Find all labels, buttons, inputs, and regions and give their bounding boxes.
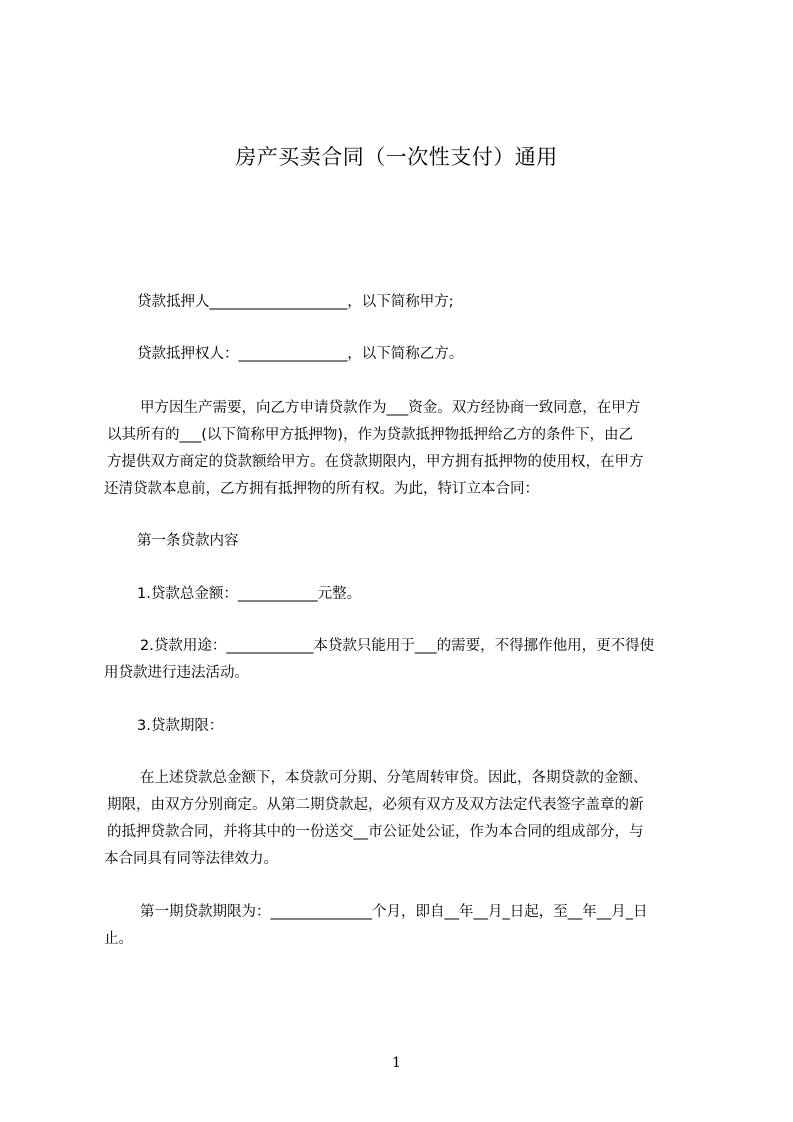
paragraph-1-line-2: 以其所有的___(以下简称甲方抵押物)，作为贷款抵押物抵押给乙方的条件下，由乙	[107, 427, 634, 443]
document-title: 房产买卖合同（一次性支付）通用	[235, 145, 558, 169]
page-number: 1	[392, 1055, 401, 1071]
item-2-line-1: 2.贷款用途：____________本贷款只能用于___的需要，不得挪作他用，更不得使	[140, 638, 655, 654]
paragraph-2-line-2: 期限，由双方分别商定。从第二期贷款起，必须有双方及双方法定代表签字盖章的新	[107, 797, 644, 813]
paragraph-1-line-4: 还清贷款本息前，乙方拥有抵押物的所有权。为此，特订立本合同：	[104, 481, 539, 497]
paragraph-1-line-1: 甲方因生产需要，向乙方申请贷款作为___资金。双方经协商一致同意，在甲方	[140, 400, 641, 416]
article-1-heading: 第一条贷款内容	[137, 533, 239, 549]
item-3-loan-term: 3.贷款期限：	[137, 718, 224, 734]
item-2-line-2: 用贷款进行违法活动。	[104, 665, 249, 681]
paragraph-3-line-1: 第一期贷款期限为：______________个月，即自__年__月_日起，至__年__月_日	[140, 904, 648, 920]
paragraph-2-line-1: 在上述贷款总金额下，本贷款可分期、分笔周转审贷。因此，各期贷款的金额、	[140, 770, 648, 786]
paragraph-2-line-4: 本合同具有同等法律效力。	[104, 851, 278, 867]
paragraph-3-line-2: 止。	[104, 931, 133, 947]
paragraph-2-line-3: 的抵押贷款合同，并将其中的一份送交__市公证处公证，作为本合同的组成部分，与	[107, 824, 644, 840]
mortgagee-line: 贷款抵押权人：_______________，以下简称乙方。	[137, 346, 464, 362]
paragraph-1-line-3: 方提供双方商定的贷款额给甲方。在贷款期限内，甲方拥有抵押物的使用权，在甲方	[107, 454, 644, 470]
mortgagor-line: 贷款抵押人___________________，以下简称甲方;	[137, 294, 454, 310]
item-1-total-amount: 1.贷款总金额：___________元整。	[137, 586, 362, 602]
